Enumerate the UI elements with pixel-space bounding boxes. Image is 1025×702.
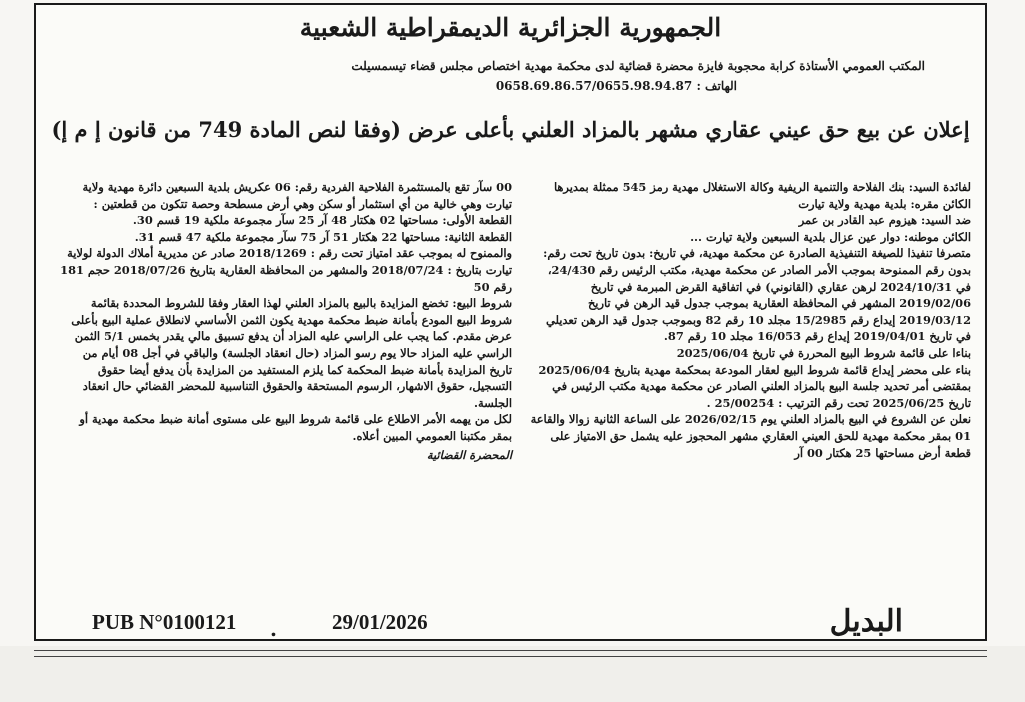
signature: المحضرة القضائية	[426, 447, 512, 462]
paragraph: متصرفا تنفيذا للصيغة التنفيذية الصادرة عن محكمة مهدية، في تاريخ: بدون تاريخ تحت رقم: بدون رقم الممنوحة بموجب الأمر الصادر عن محكمة مهدية، مكتب الرئيس رقم 24/430، في 2024/10/31 لرهن عقاري (القانوني) في اتفاقية القرض المبرمة في تاريخ 2019/02/06 المشهر في المحافظة العقارية بموجب جدول قيد الرهن في تاريخ 2019/03/12 إيداع رقم 15/2985 مجلد 10 رقم 82 وبموجب جدول قيد الرهن تعديلي في تاريخ 2019/04/01 إيداع رقم 16/053 مجلد 10 رقم 87.	[543, 246, 971, 344]
left-column	[60, 179, 512, 463]
right-column	[529, 179, 971, 461]
page-bottom-area	[0, 646, 1025, 702]
paragraph: القطعة الأولى: مساحتها 02 هكتار 48 آر 25 سآر مجموعة ملكية 19 قسم 30.	[132, 213, 512, 228]
paragraph: الكائن مقره: بلدية مهدية ولاية تيارت	[798, 196, 971, 211]
office-line: المكتب العمومي الأستاذة كرابة محجوبة فايزة محضرة قضائية لدى محكمة مهدية اختصاص مجلس قضاء تيسمسيلت	[351, 59, 925, 73]
pub-number: PUB N°0100121	[86, 610, 242, 635]
paragraph: لفائدة السيد: بنك الفلاحة والتنمية الريفية وكالة الاستغلال مهدية رمز 545 ممثلة بمديرها	[553, 180, 971, 194]
paragraph: ضد السيد: هيزوم عبد القادر بن عمر	[798, 213, 971, 228]
notice-frame	[34, 3, 987, 641]
paragraph: بناء على محضر إيداع قائمة شروط البيع لعقار المودعة بمحكمة مهدية بتاريخ 2025/06/04	[538, 362, 971, 377]
paragraph: نعلن عن الشروع في البيع بالمزاد العلني يوم 2026/02/15 على الساعة الثانية زوالا والقاعة 01 بمقر محكمة مهدية للحق العيني العقاري مشهر المحجوز عليه يشمل حق الامتياز على قطعة أرض مساحتها 25 هكتار 00 آر	[530, 412, 971, 460]
paragraph: بمقتضى أمر تحديد جلسة البيع بالمزاد العلني الصادر عن محكمة مهدية مكتب الرئيس في تاريخ 2025/06/25 تحت رقم الترتيب : 25/00254 .	[552, 379, 971, 410]
paragraph: لكل من يهمه الأمر الاطلاع على قائمة شروط البيع على مستوى أمانة ضبط محكمة مهدية أو بمقر مكتبنا العمومي المبين أعلاه.	[79, 412, 512, 443]
paragraph: 00 سآر تقع بالمستثمرة الفلاحية الفردية رقم: 06 عكريش بلدية السبعين دائرة مهدية ولاية تيارت وهي خالية من أي استثمار أو سكن وهي أرض مسطحة وحصة تتكون من قطعتين :	[82, 180, 512, 211]
phone-line: الهاتف : 0658.69.86.57/0655.98.94.87	[495, 79, 737, 93]
divider-line	[34, 656, 987, 657]
paragraph: بناءا على قائمة شروط البيع المحررة في تاريخ 2025/06/04	[676, 345, 971, 360]
publication-date: 29/01/2026	[326, 610, 434, 635]
paragraph: والممنوح له بموجب عقد امتياز تحت رقم : 2018/1269 صادر عن مديرية أملاك الدولة لولاية تيارت بتاريخ : 2018/07/24 والمشهر من المحافظة العقارية بتاريخ 2018/07/26 حجم 181 رقم 50	[60, 246, 512, 294]
notice-headline: إعلان عن بيع حق عيني عقاري مشهر بالمزاد العلني بأعلى عرض (وفقا لنص المادة 749 من قانون إ م إ)	[51, 117, 970, 142]
separator-dot: .	[270, 617, 277, 641]
newspaper-logo: البديل	[820, 604, 913, 639]
paragraph: الكائن موطنه: دوار عين عزال بلدية السبعين ولاية تيارت ...	[690, 229, 971, 244]
paragraph: القطعة الثانية: مساحتها 22 هكتار 51 آر 75 سآر مجموعة ملكية 47 قسم 31.	[134, 229, 512, 244]
divider-line	[34, 650, 987, 651]
republic-title: الجمهورية الجزائرية الديمقراطية الشعبية	[299, 13, 722, 42]
paragraph: شروط البيع: تخضع المزايدة بالبيع بالمزاد العلني لهذا العقار وفقا للشروط المحددة بقائمة شروط البيع المودع بأمانة ضبط محكمة مهدية يكون الثمن الأساسي لانطلاق عملية البيع بأعلى عرض مقدم. كما يجب على الراسي عليه المزاد أن يدفع تسبيق مالي يقدر بخمس 5/1 الثمن الراسي عليه المزاد حالا يوم رسو المزاد (حال انعقاد الجلسة) والباقي في أجل 08 أيام من تاريخ المزايدة بأمانة ضبط المحكمة كما يلزم المستفيد من المزايدة بأن يدفع أيضا حقوق التسجيل، حقوق الاشهار، الرسوم المستحقة والحقوق التناسبية للمحضر القضائي حال انعقاد الجلسة.	[71, 296, 512, 410]
